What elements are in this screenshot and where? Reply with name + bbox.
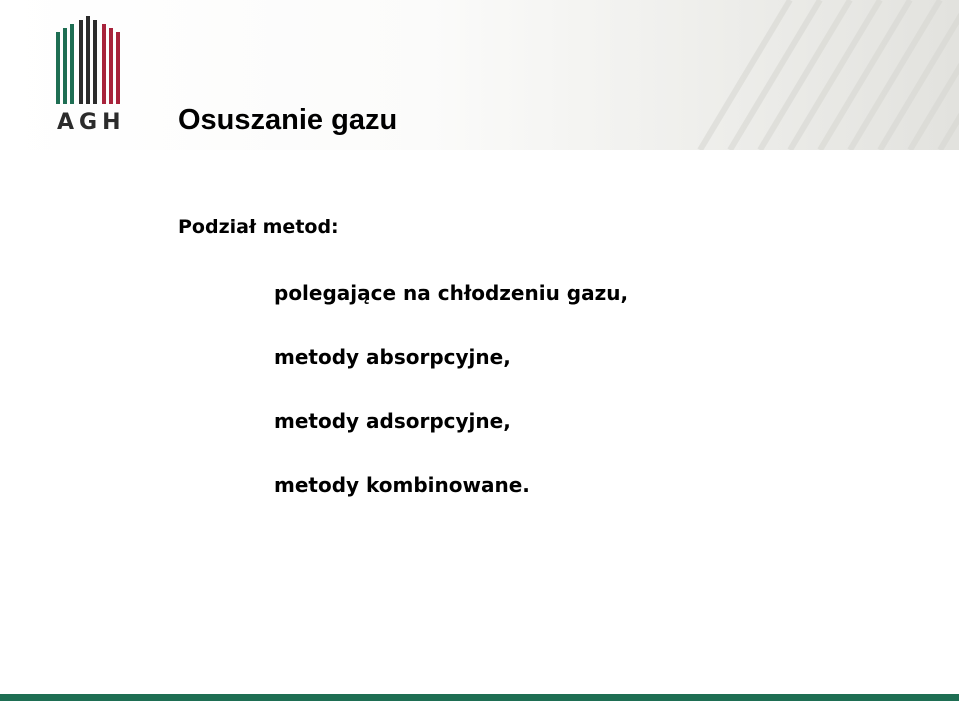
slide-subtitle: Podział metod: [178, 216, 339, 238]
list-item: metody adsorpcyjne, [274, 409, 511, 433]
logo-text: AGH [57, 110, 126, 135]
list-item: metody kombinowane. [274, 473, 530, 497]
slide-header [0, 0, 959, 150]
list-item: metody absorpcyjne, [274, 345, 511, 369]
footer-bar [0, 694, 959, 701]
header-stripes-decoration [0, 0, 959, 150]
list-item: polegające na chłodzeniu gazu, [274, 281, 629, 305]
method-list [274, 280, 628, 536]
slide-title: Osuszanie gazu [178, 104, 398, 136]
